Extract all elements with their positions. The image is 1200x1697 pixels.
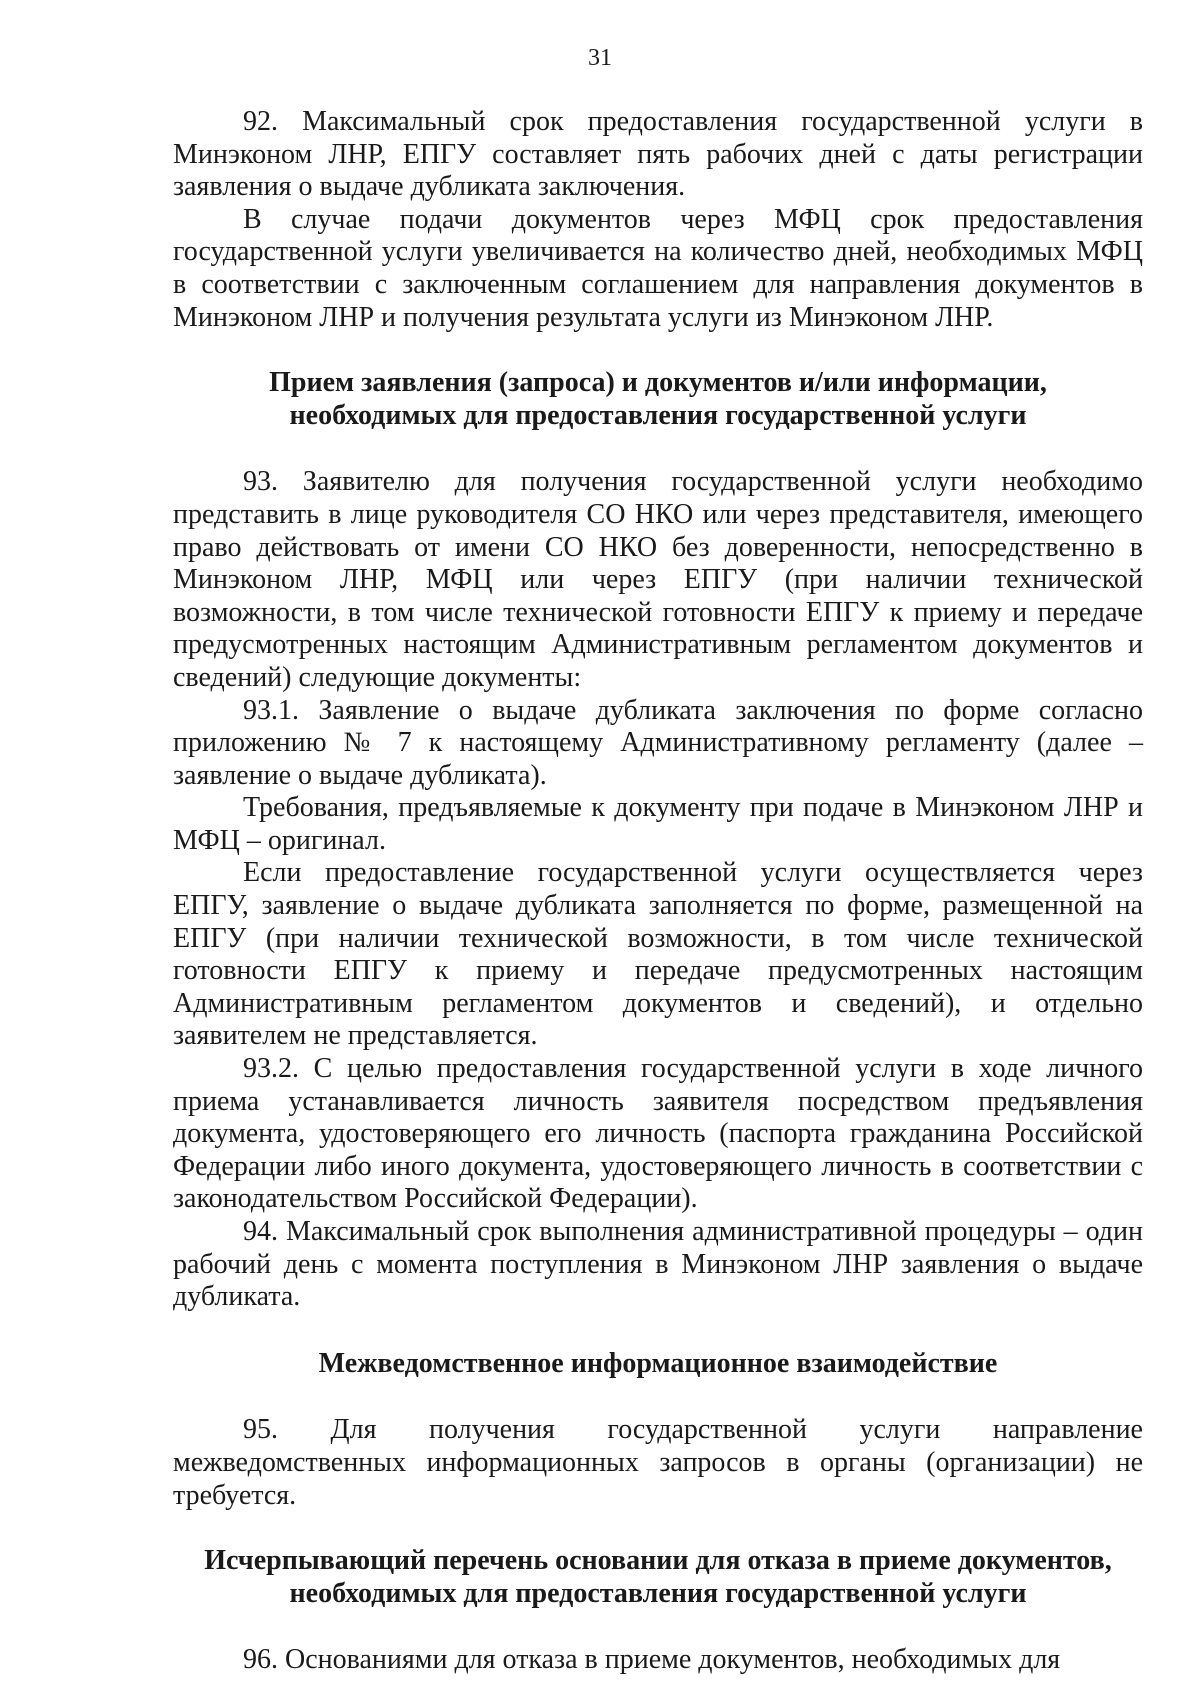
heading-application-acceptance xyxy=(173,367,1143,432)
paragraph-93-1-requirements: Требования, предъявляемые к документу при подаче в Минэконом ЛНР и МФЦ – оригинал. xyxy=(173,792,1143,856)
page-number: 31 xyxy=(588,45,612,71)
heading-interagency-interaction: Межведомственное информационное взаимодействие xyxy=(318,1347,998,1379)
paragraph-92-mfc: В случае подачи документов через МФЦ срок предоставления государственной услуги увеличивается на количество дней, необходимых МФЦ в соответствии с заключенным соглашением для направления документов в Минэконом ЛНР и получения результата услуги из Минэконом ЛНР. xyxy=(173,203,1143,333)
document-body xyxy=(173,106,1143,1677)
heading-application-acceptance-line-2: необходимых для предоставления государственной услуги xyxy=(289,399,1027,431)
paragraph-96: 96. Основаниями для отказа в приеме документов, необходимых для xyxy=(243,1644,1061,1676)
heading-application-acceptance-line-1: Прием заявления (запроса) и документов и/или информации, xyxy=(269,367,1047,399)
heading-refusal-grounds-line-1: Исчерпывающий перечень основании для отказа в приеме документов, xyxy=(204,1545,1112,1577)
paragraph-93: 93. Заявителю для получения государственной услуги необходимо представить в лице руководителя СО НКО или через представителя, имеющего право действовать от имени СО НКО без доверенности, непосредственно в Минэконом ЛНР, МФЦ или через ЕПГУ (при наличии технической возможности, в том числе технической готовности ЕПГУ к приему и передаче предусмотренных настоящим Административным регламентом документов и сведений) следующие документы: xyxy=(173,466,1143,693)
paragraph-94: 94. Максимальный срок выполнения административной процедуры – один рабочий день с момента поступления в Минэконом ЛНР заявления о выдаче дубликата. xyxy=(173,1216,1143,1313)
paragraph-93-2: 93.2. С целью предоставления государственной услуги в ходе личного приема устанавливается личность заявителя посредством предъявления документа, удостоверяющего его личность (паспорта гражданина Российской Федерации либо иного документа, удостоверяющего личность в соответствии с законодательством Российской Федерации). xyxy=(173,1053,1143,1215)
paragraph-95: 95. Для получения государственной услуги направление межведомственных информационных запросов в органы (организации) не требуется. xyxy=(173,1414,1143,1511)
heading-refusal-grounds-line-2: необходимых для предоставления государственной услуги xyxy=(289,1577,1027,1609)
paragraph-93-1-epgu: Если предоставление государственной услуги осуществляется через ЕПГУ, заявление о выдаче дубликата заполняется по форме, размещенной на ЕПГУ (при наличии технической возможности, в том числе технической готовности ЕПГУ к приему и передаче предусмотренных настоящим Административным регламентом документов и сведений), и отдельно заявителем не представляется. xyxy=(173,857,1143,1052)
heading-refusal-grounds xyxy=(173,1545,1143,1610)
paragraph-92: 92. Максимальный срок предоставления государственной услуги в Минэконом ЛНР, ЕПГУ составляет пять рабочих дней с даты регистрации заявления о выдаче дубликата заключения. xyxy=(173,106,1143,203)
paragraph-93-1: 93.1. Заявление о выдаче дубликата заключения по форме согласно приложению № 7 к настоящему Административному регламенту (далее – заявление о выдаче дубликата). xyxy=(173,694,1143,791)
